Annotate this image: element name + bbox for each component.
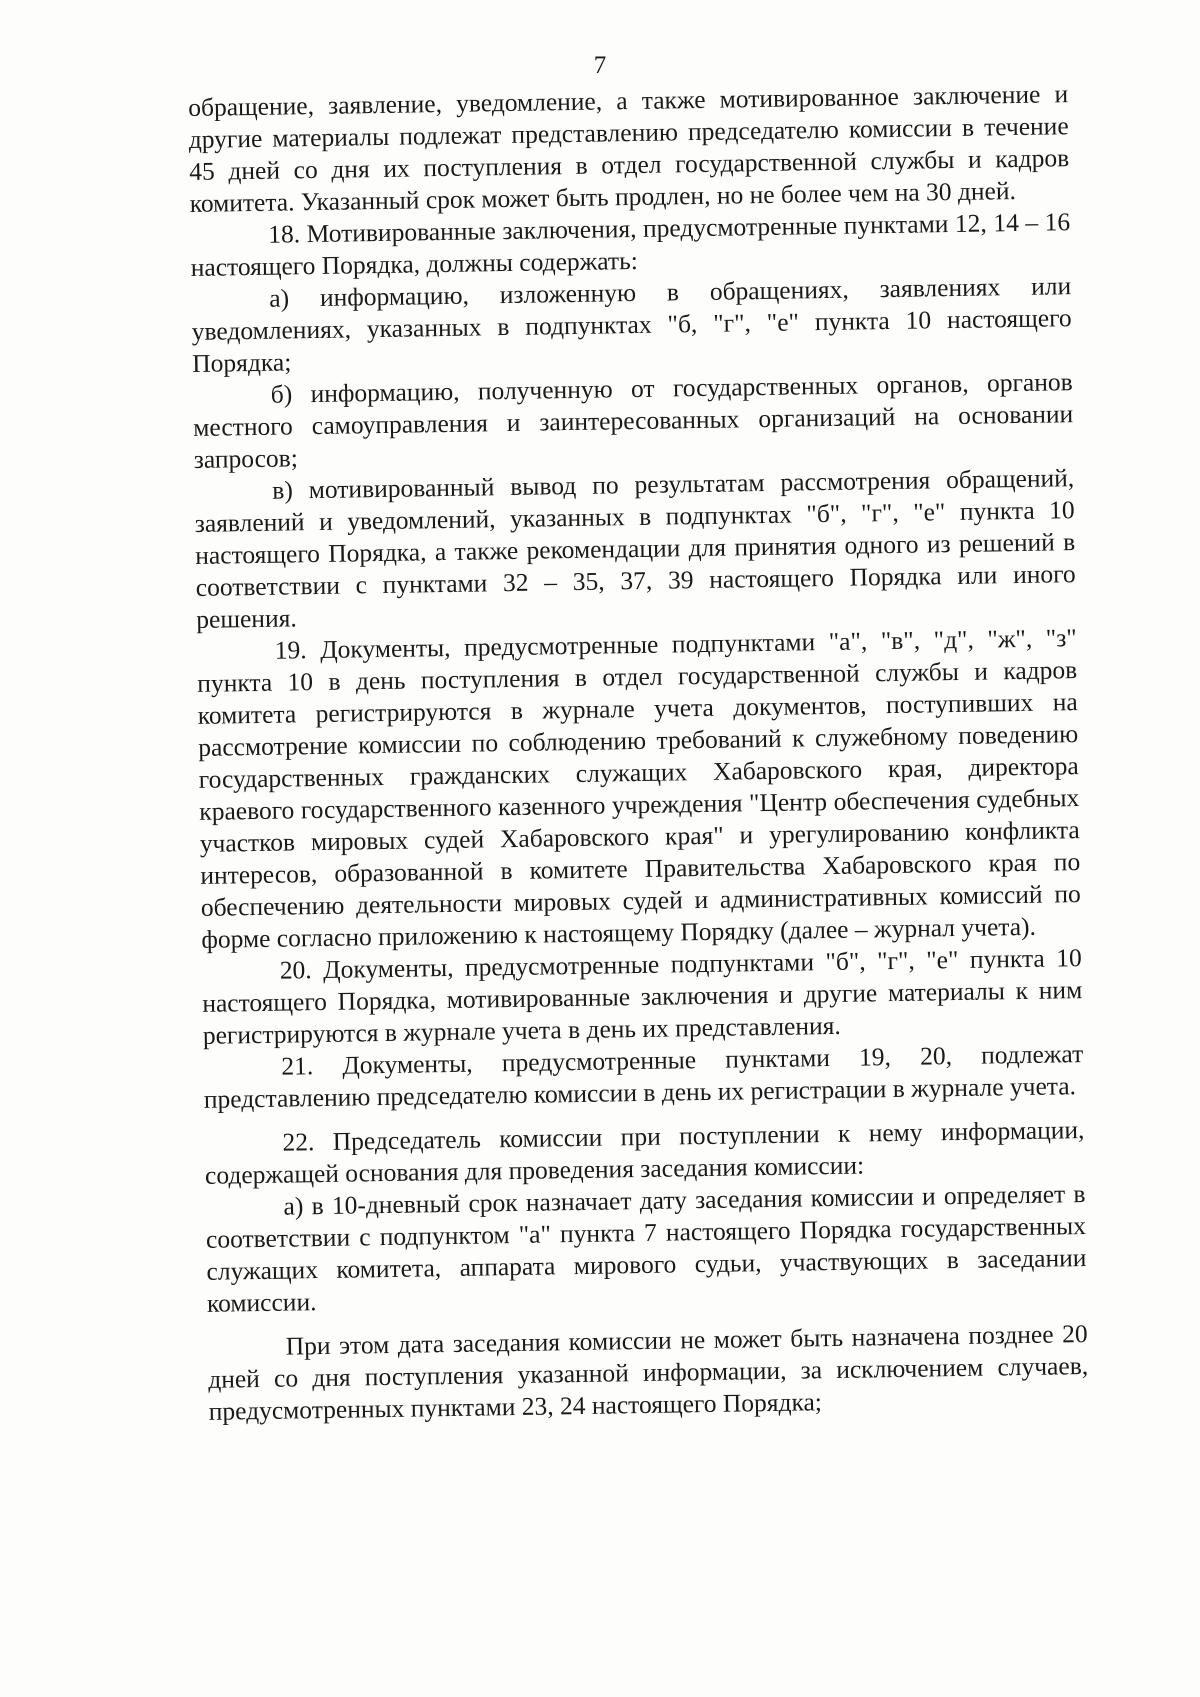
paragraph-18-v: в) мотивированный вывод по результатам рассмотрения обращений, заявлений и уведомлений, указанных в подпунктах "б", "г", "е" пункта 10 настоящего Порядка, а также рекомендации для принятия одного из решений в соответствии с пунктами 32 – 35, 37, 39 настоящего Порядка или иного решения. [194,463,1076,634]
page-number: 7 [593,52,607,79]
paragraph-22-note: При этом дата заседания комиссии не может быть назначена позднее 20 дней со дня поступления указанной информации, за исключением случаев, предусмотренных пунктами 23, 24 настоящего Порядка; [207,1319,1089,1426]
paragraph-18-a: а) информацию, изложенную в обращениях, заявлениях или уведомлениях, указанных в подпунктах "б, "г", "е" пункта 10 настоящего Порядка; [191,271,1072,378]
paragraph-21: 21. Документы, предусмотренные пунктами 19, 20, подлежат представлению председателю комиссии в день их регистрации в журнале учета. [203,1039,1084,1114]
document-body [188,78,1089,1428]
paragraph-20: 20. Документы, предусмотренные подпунктами "б", "г", "е" пункта 10 настоящего Порядка, мотивированные заключения и другие материалы к ним регистрируются в журнале учета в день их представления. [202,943,1083,1050]
paragraph-22-a: а) в 10-дневный срок назначает дату заседания комиссии и определяет в соответствии с подпунктом "а" пункта 7 настоящего Порядка государственных служащих комитета, аппарата мирового судьи, участвующих в заседании комиссии. [205,1179,1087,1318]
paragraph-18-b: б) информацию, полученную от государственных органов, органов местного самоуправления и заинтересованных организаций на основании запросов; [193,367,1074,474]
paragraph-19: 19. Документы, предусмотренные подпунктами "а", "в", "д", "ж", "з" пункта 10 в день поступления в отдел государственной службы и кадров комитета регистрируются в журнале учета документов, поступивших на рассмотрение комиссии по соблюдению требований к служебному поведению государственных гражданских служащих Хабаровского края, директора краевого государственного казенного учреждения "Центр обеспечения судебных участков мировых судей Хабаровского края" и урегулированию конфликта интересов, образованной в комитете Правительства Хабаровского края по обеспечению деятельности мировых судей и административных комиссий по форме согласно приложению к настоящему Порядку (далее – журнал учета). [197,623,1081,954]
paragraph-17-continuation: обращение, заявление, уведомление, а также мотивированное заключение и другие материалы подлежат представлению председателю комиссии в течение 45 дней со дня их поступления в отдел государственной службы и кадров комитета. Указанный срок может быть продлен, но не более чем на 30 дней. [188,79,1070,218]
paragraph-18: 18. Мотивированные заключения, предусмотренные пунктами 12, 14 – 16 настоящего Порядка, должны содержать: [190,207,1071,282]
paragraph-22: 22. Председатель комиссии при поступлении к нему информации, содержащей основания для проведения заседания комиссии: [204,1115,1085,1190]
